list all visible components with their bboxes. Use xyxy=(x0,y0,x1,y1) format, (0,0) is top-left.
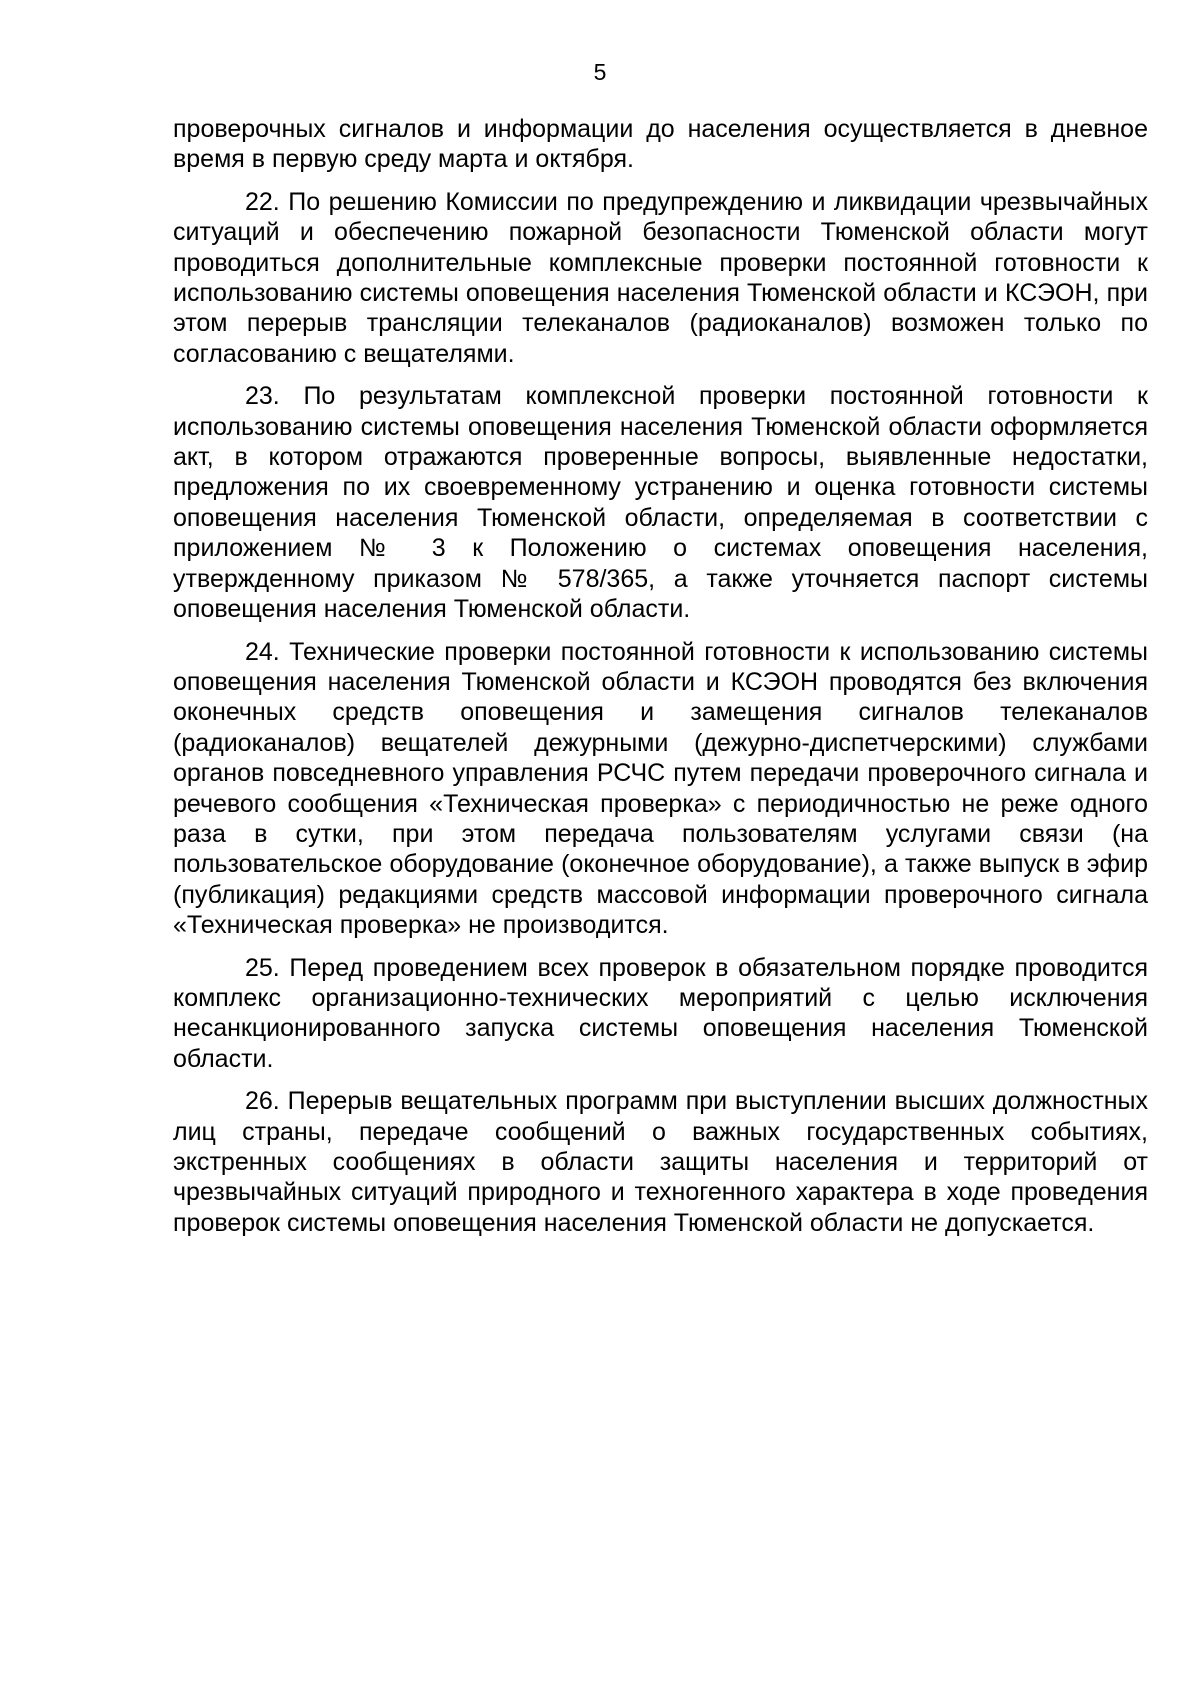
document-body xyxy=(173,114,1148,1238)
paragraph-25: 25. Перед проведением всех проверок в обязательном порядке проводится комплекс организационно-технических мероприятий с целью исключения несанкционированного запуска системы оповещения населения Тюменской области. xyxy=(173,953,1148,1073)
paragraph-26: 26. Перерыв вещательных программ при выступлении высших должностных лиц страны, передаче сообщений о важных государственных событиях, экстренных сообщениях в области защиты населения и территорий от чрезвычайных ситуаций природного и техногенного характера в ходе проведения проверок системы оповещения населения Тюменской области не допускается. xyxy=(173,1087,1148,1237)
paragraph-continuation: проверочных сигналов и информации до населения осуществляется в дневное время в первую среду марта и октября. xyxy=(173,115,1148,174)
paragraph-24: 24. Технические проверки постоянной готовности к использованию системы оповещения населения Тюменской области и КСЭОН проводятся без включения оконечных средств оповещения и замещения сигналов телеканалов (радиоканалов) вещателей дежурными (дежурно-диспетчерскими) службами органов повседневного управления РСЧС путем передачи проверочного сигнала и речевого сообщения «Техническая проверка» с периодичностью не реже одного раза в сутки, при этом передача пользователям услугами связи (на пользовательское оборудование (оконечное оборудование), а также выпуск в эфир (публикация) редакциями средств массовой информации проверочного сигнала «Техническая проверка» не производится. xyxy=(173,637,1148,940)
paragraph-22: 22. По решению Комиссии по предупреждению и ликвидации чрезвычайных ситуаций и обеспечению пожарной безопасности Тюменской области могут проводиться дополнительные комплексные проверки постоянной готовности к использованию системы оповещения населения Тюменской области и КСЭОН, при этом перерыв трансляции телеканалов (радиоканалов) возможен только по согласованию с вещателями. xyxy=(173,187,1148,368)
paragraph-23: 23. По результатам комплексной проверки постоянной готовности к использованию системы оповещения населения Тюменской области оформляется акт, в котором отражаются проверенные вопросы, выявленные недостатки, предложения по их своевременному устранению и оценка готовности системы оповещения населения Тюменской области, определяемая в соответствии с приложением № 3 к Положению о системах оповещения населения, утвержденному приказом № 578/365, а также уточняется паспорт системы оповещения населения Тюменской области. xyxy=(173,382,1148,624)
page-number: 5 xyxy=(593,59,607,85)
